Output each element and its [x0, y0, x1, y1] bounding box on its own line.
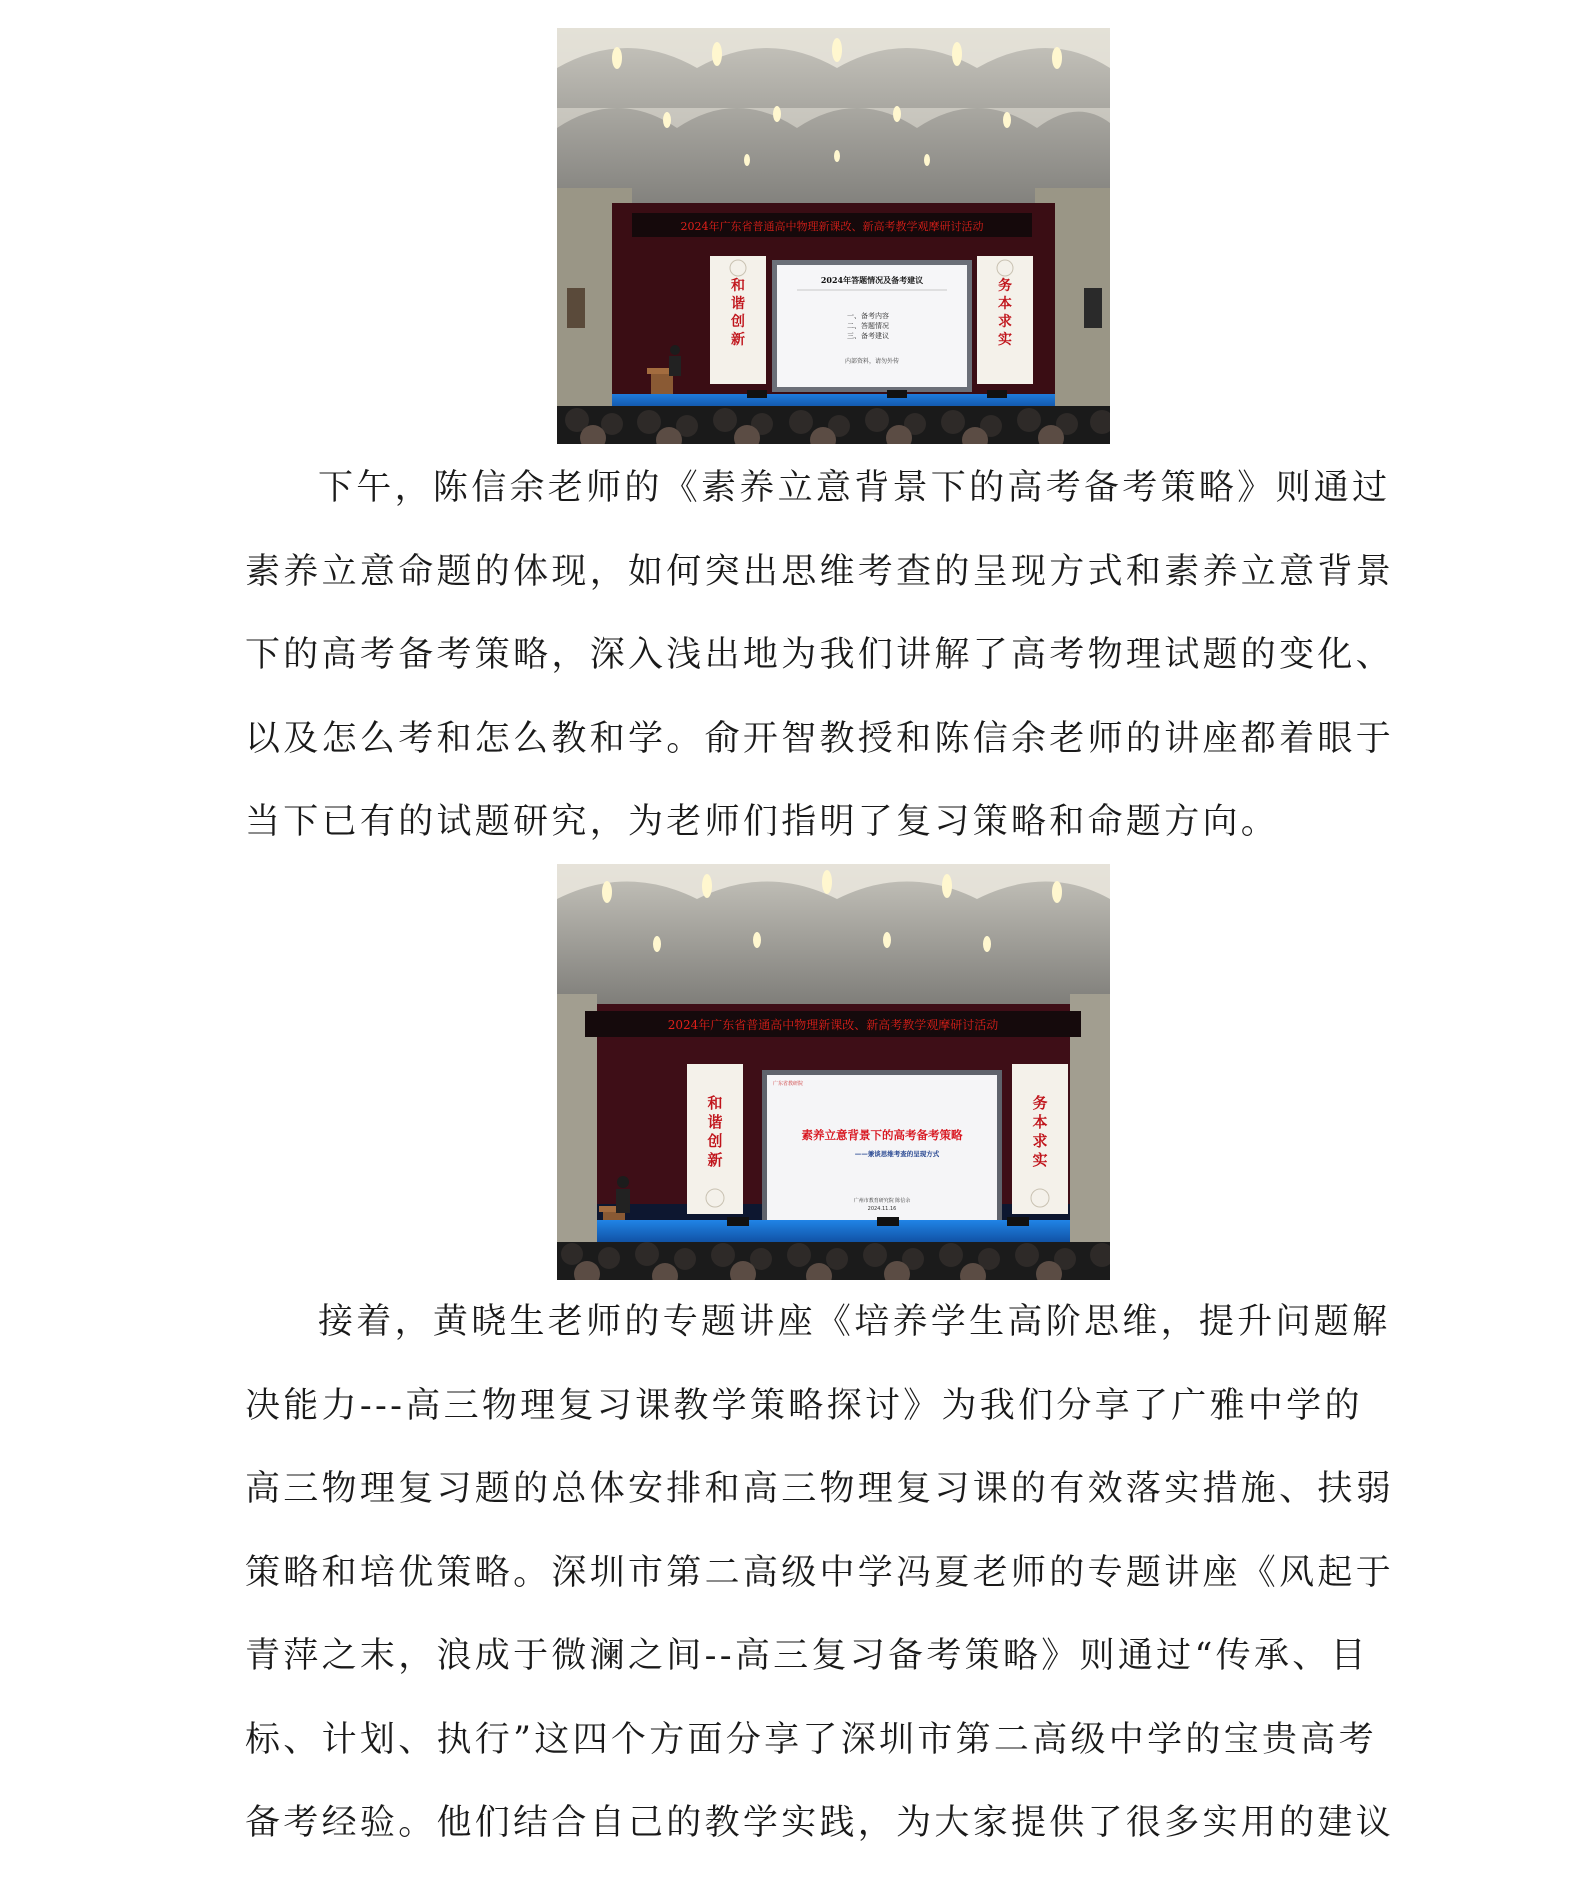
right-panel-char: 务 — [998, 278, 1012, 294]
right-panel-char: 务 — [1032, 1094, 1048, 1112]
lecture-photo-2 — [557, 864, 1110, 1280]
left-panel-char: 和 — [707, 1094, 723, 1112]
left-panel-char: 谐 — [707, 1113, 723, 1131]
slide-title: 2024年答题情况及备考建议 — [820, 275, 924, 285]
slide-subtitle: ——兼谈思维考查的呈现方式 — [854, 1150, 940, 1158]
right-panel-char: 求 — [1032, 1132, 1048, 1150]
paragraph-line: 标、计划、执行”这四个方面分享了深圳市第二高级中学的宝贵高考 — [245, 1719, 1377, 1760]
slide-date: 2024.11.16 — [867, 1206, 897, 1212]
banner-text: 2024年广东省普通高中物理新课改、新高考教学观摩研讨活动 — [680, 220, 984, 233]
paragraph-2 — [245, 1281, 1395, 1866]
left-panel-char: 谐 — [731, 296, 745, 312]
left-panel-char: 创 — [707, 1132, 723, 1150]
paragraph-line: 青萍之末，浪成于微澜之间--高三复习备考策略》则通过“传承、目 — [245, 1636, 1369, 1676]
slide-corner-label: 广东省教研院 — [773, 1081, 804, 1087]
right-panel-char: 实 — [998, 332, 1012, 348]
slide-item: 一、备考内容 — [847, 312, 889, 320]
lecture-photo-1 — [557, 28, 1110, 444]
slide-note: 内部资料，请勿外传 — [844, 358, 900, 365]
slide-item: 三、备考建议 — [847, 332, 889, 340]
paragraph-line: 当下已有的试题研究，为老师们指明了复习策略和命题方向。 — [245, 802, 1280, 842]
left-panel-char: 新 — [707, 1151, 723, 1169]
paragraph-line: 素养立意命题的体现，如何突出思维考查的呈现方式和素养立意背景 — [245, 551, 1395, 592]
paragraph-line: 高三物理复习题的总体安排和高三物理复习课的有效落实措施、扶弱 — [245, 1469, 1395, 1509]
paragraph-line: 策略和培优策略。深圳市第二高级中学冯夏老师的专题讲座《风起于 — [245, 1552, 1395, 1593]
right-panel-char: 求 — [998, 314, 1012, 330]
banner-text: 2024年广东省普通高中物理新课改、新高考教学观摩研讨活动 — [667, 1018, 999, 1032]
slide-title: 素养立意背景下的高考备考策略 — [801, 1128, 963, 1142]
left-panel-char: 和 — [731, 278, 745, 294]
paragraph-line: 下午，陈信余老师的《素养立意背景下的高考备考策略》则通过 — [318, 468, 1391, 508]
paragraph-line: 接着，黄晓生老师的专题讲座《培养学生高阶思维，提升问题解 — [318, 1302, 1391, 1342]
paragraph-line: 以及怎么考和怎么教和学。俞开智教授和陈信余老师的讲座都着眼于 — [245, 718, 1395, 759]
paragraph-line: 决能力---高三物理复习课教学策略探讨》为我们分享了广雅中学的 — [245, 1385, 1363, 1426]
right-panel-char: 本 — [1032, 1113, 1048, 1131]
left-panel-char: 新 — [731, 332, 745, 348]
paragraph-line: 备考经验。他们结合自己的教学实践，为大家提供了很多实用的建议 — [245, 1803, 1395, 1843]
right-panel-char: 本 — [998, 296, 1012, 312]
slide-footer: 广州市教育研究院 陈信余 — [853, 1198, 911, 1204]
slide-item: 二、答题情况 — [847, 322, 889, 330]
right-panel-char: 实 — [1032, 1151, 1048, 1169]
paragraph-line: 下的高考备考策略，深入浅出地为我们讲解了高考物理试题的变化、 — [245, 635, 1395, 675]
paragraph-1 — [245, 447, 1395, 865]
left-panel-char: 创 — [731, 314, 745, 330]
